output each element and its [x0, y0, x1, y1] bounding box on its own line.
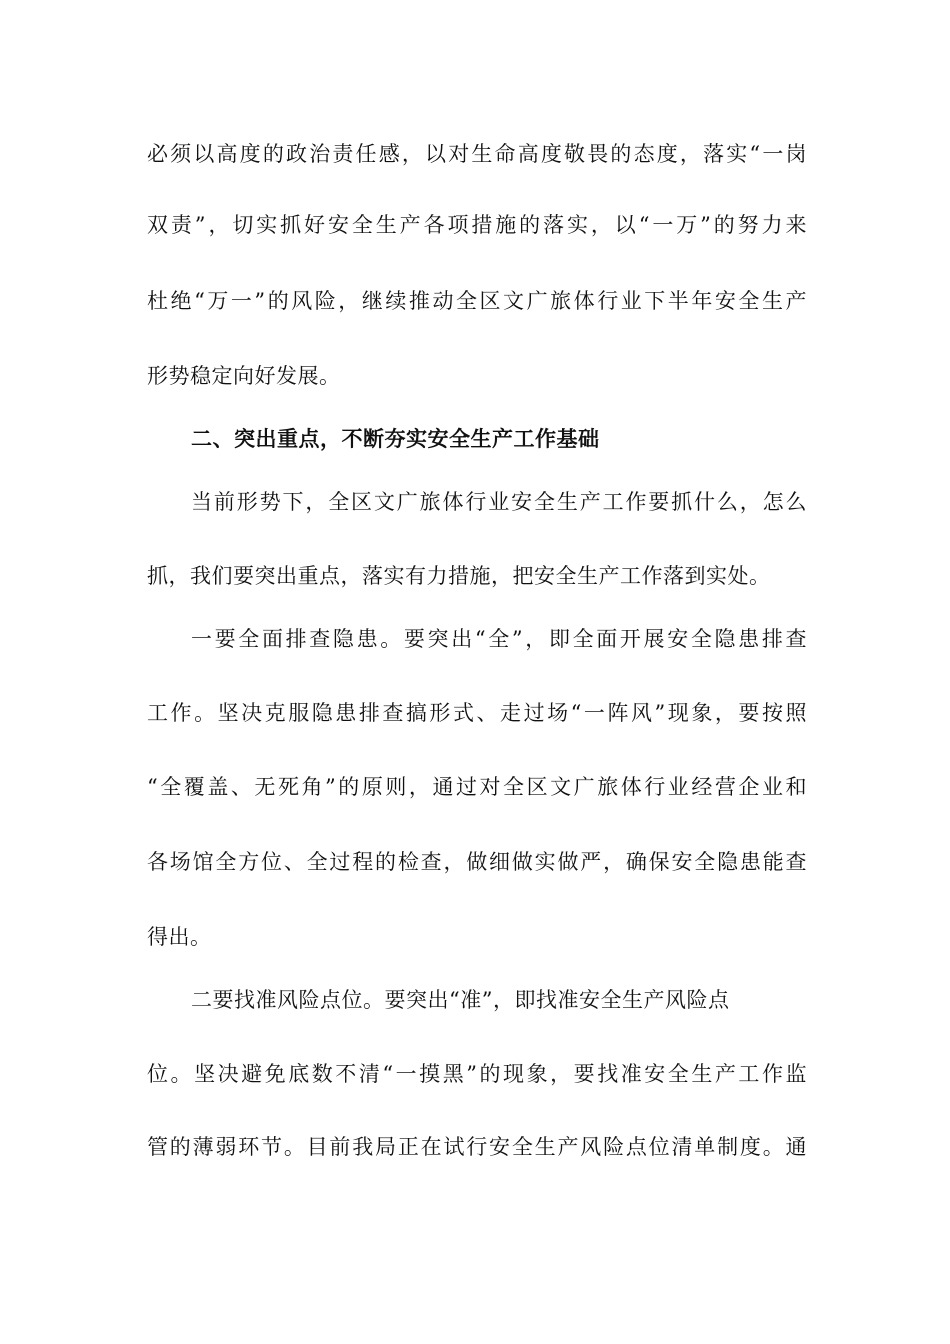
- body-text-line: 一要全面排查隐患。要突出“全”，即全面开展安全隐患排查: [191, 627, 807, 651]
- body-text-line: 管的薄弱环节。目前我局正在试行安全生产风险点位清单制度。通: [147, 1135, 807, 1159]
- body-text-line: 抓，我们要突出重点，落实有力措施，把安全生产工作落到实处。: [147, 564, 771, 588]
- body-text-line: 工作。坚决克服隐患排查搞形式、走过场“一阵风”现象，要按照: [147, 701, 807, 725]
- body-text-line: 双责”，切实抓好安全生产各项措施的落实，以“一万”的努力来: [147, 213, 807, 237]
- body-text-line: “全覆盖、无死角”的原则，通过对全区文广旅体行业经营企业和: [147, 775, 807, 799]
- body-text-line: 得出。: [147, 925, 212, 949]
- section-heading: 二、突出重点，不断夯实安全生产工作基础: [191, 427, 600, 451]
- body-text-line: 各场馆全方位、全过程的检查，做细做实做严，确保安全隐患能查: [147, 850, 807, 874]
- body-text-line: 二要找准风险点位。要突出“准”，即找准安全生产风险点: [191, 988, 730, 1012]
- body-text-line: 形势稳定向好发展。: [147, 364, 341, 388]
- body-text-line: 位。坚决避免底数不清“一摸黑”的现象，要找准安全生产工作监: [147, 1062, 807, 1086]
- body-text-line: 杜绝“万一”的风险，继续推动全区文广旅体行业下半年安全生产: [147, 289, 807, 313]
- body-text-line: 当前形势下，全区文广旅体行业安全生产工作要抓什么，怎么: [191, 490, 807, 514]
- body-text-line: 必须以高度的政治责任感，以对生命高度敬畏的态度，落实“一岗: [147, 142, 807, 166]
